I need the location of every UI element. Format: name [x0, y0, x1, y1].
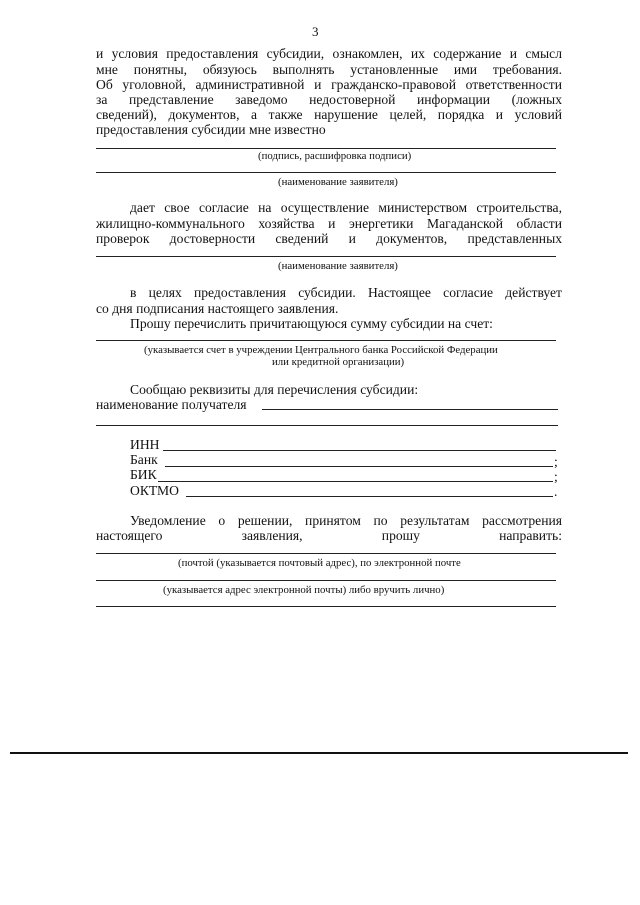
- intro-line-2: мне понятны, обязуюсь выполнять установленные ими требования.: [96, 62, 562, 77]
- purpose-line-2: со дня подписания настоящего заявления.: [96, 301, 339, 316]
- email-address-line[interactable]: [96, 580, 556, 581]
- notice-line-1: Уведомление о решении, принятом по результатам рассмотрения: [130, 513, 562, 528]
- bik-field[interactable]: [158, 481, 553, 482]
- caption-applicant-2: (наименование заявителя): [278, 260, 398, 272]
- oktmo-label: ОКТМО: [130, 483, 179, 498]
- caption-account-1: (указывается счет в учреждении Центрального банка Российской Федерации: [144, 344, 498, 356]
- recipient-field-continued[interactable]: [96, 425, 558, 426]
- inn-field[interactable]: [163, 450, 556, 451]
- intro-line-6: предоставления субсидии мне известно: [96, 122, 326, 137]
- requisites-heading: Сообщаю реквизиты для перечисления субсидии:: [130, 382, 419, 397]
- account-line[interactable]: [96, 340, 556, 341]
- intro-line-1: и условия предоставления субсидии, ознакомлен, их содержание и смысл: [96, 46, 562, 61]
- applicant-name-line-2[interactable]: [96, 256, 556, 257]
- inn-label: ИНН: [130, 437, 160, 452]
- recipient-field[interactable]: [262, 409, 558, 410]
- caption-signature: (подпись, расшифровка подписи): [258, 150, 412, 162]
- intro-line-5: сведений), документов, а также нарушение целей, порядка и условий: [96, 107, 562, 122]
- signature-line[interactable]: [96, 148, 556, 149]
- caption-account-2: или кредитной организации): [272, 356, 405, 368]
- oktmo-field[interactable]: [186, 496, 553, 497]
- postal-address-line[interactable]: [96, 553, 556, 554]
- recipient-label: наименование получателя: [96, 397, 247, 412]
- notice-line-2: настоящего заявления, прошу направить:: [96, 528, 562, 543]
- bank-field[interactable]: [165, 466, 553, 467]
- delivery-line[interactable]: [96, 606, 556, 607]
- bank-label: Банк: [130, 452, 158, 467]
- consent-line-3: проверок достоверности сведений и документов, представленных: [96, 231, 562, 246]
- caption-email: (указывается адрес электронной почты) либо вручить лично): [163, 584, 445, 596]
- bik-semicolon: ;: [554, 469, 558, 484]
- purpose-line-1: в целях предоставления субсидии. Настоящее согласие действует: [130, 285, 562, 300]
- page-number: 3: [312, 24, 319, 39]
- caption-mail: (почтой (указывается почтовый адрес), по электронной почте: [178, 557, 461, 569]
- consent-line-2: жилищно-коммунального хозяйства и энергетики Магаданской области: [96, 216, 562, 231]
- applicant-name-line-1[interactable]: [96, 172, 556, 173]
- footer-rule: [10, 752, 628, 754]
- intro-line-4: за представление заведомо недостоверной информации (ложных: [96, 92, 562, 107]
- intro-line-3: Об уголовной, административной и гражданско-правовой ответственности: [96, 77, 562, 92]
- oktmo-period: .: [554, 484, 558, 499]
- bank-semicolon: ;: [554, 454, 558, 469]
- caption-applicant-1: (наименование заявителя): [278, 176, 398, 188]
- consent-line-1: дает свое согласие на осуществление министерством строительства,: [130, 200, 562, 215]
- bik-label: БИК: [130, 467, 157, 482]
- transfer-request: Прошу перечислить причитающуюся сумму субсидии на счет:: [130, 316, 493, 331]
